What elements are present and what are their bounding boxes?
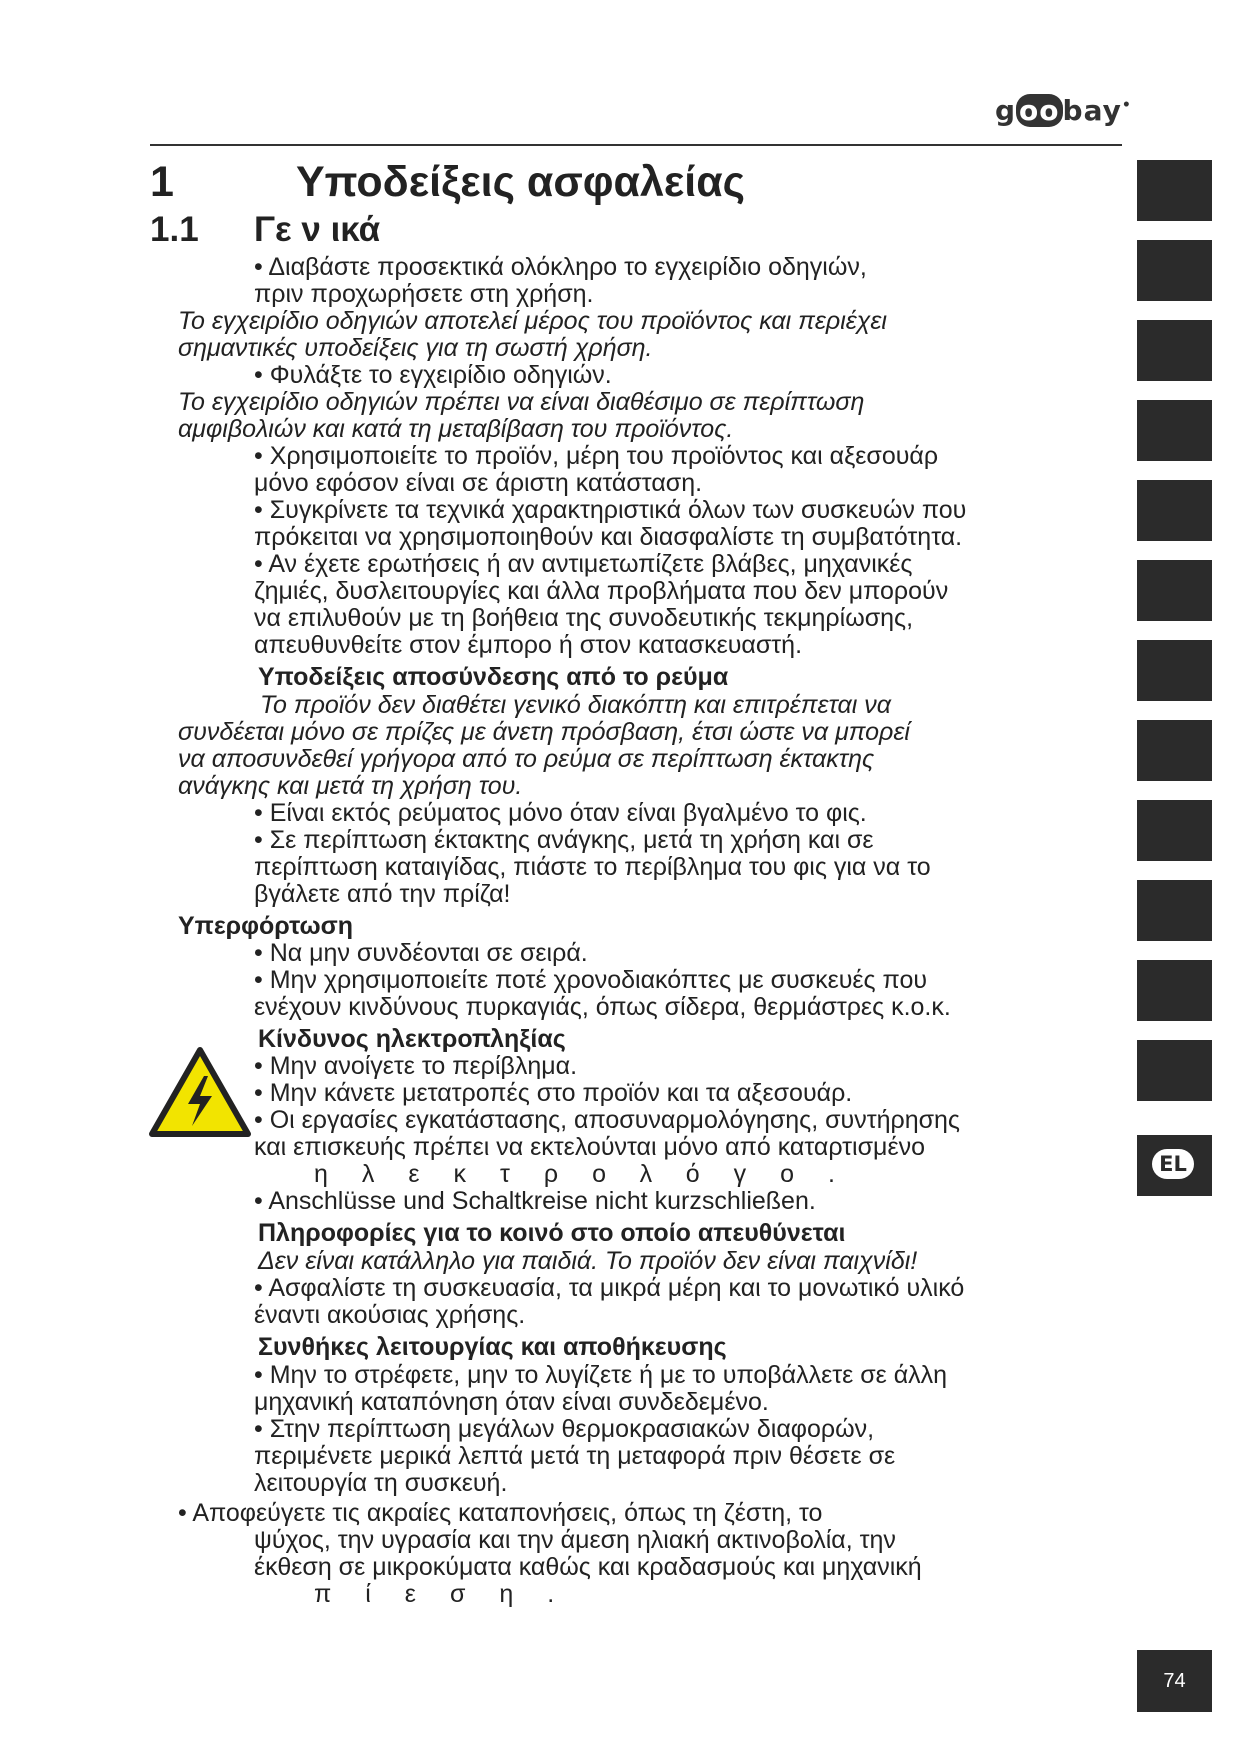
body-line: • Μην χρησιμοποιείτε ποτέ χρονοδιακόπτες με συσκευές που — [254, 966, 928, 994]
header-rule — [150, 144, 1122, 146]
body-line: ενέχουν κινδύνους πυρκαγιάς, όπως σίδερα, θερμάστρες κ.ο.κ. — [254, 993, 951, 1021]
electric-shock-warning-icon — [148, 1046, 252, 1138]
logo-post: bay — [1062, 94, 1122, 127]
body-line: μηχανική καταπόνηση όταν είναι συνδεδεμένο. — [254, 1388, 769, 1416]
language-tab[interactable] — [1137, 240, 1212, 301]
body-line: • Ασφαλίστε τη συσκευασία, τα μικρά μέρη και το μονωτικό υλικό — [254, 1274, 965, 1302]
body-line: • Σε περίπτωση έκτακτης ανάγκης, μετά τη χρήση και σε — [254, 826, 874, 854]
section-title: Υποδείξεις ασφαλείας — [296, 158, 746, 206]
body-line: • Χρησιμοποιείτε το προϊόν, μέρη του προϊόντος και αξεσουάρ — [254, 442, 939, 470]
body-line: ψύχος, την υγρασία και την άμεση ηλιακή ακτινοβολία, την — [254, 1526, 896, 1554]
body-line: ανάγκης και μετά τη χρήση του. — [178, 772, 523, 800]
body-line: Το εγχειρίδιο οδηγιών αποτελεί μέρος του προϊόντος και περιέχει — [178, 307, 887, 335]
body-line: σημαντικές υποδείξεις για τη σωστή χρήση. — [178, 334, 653, 362]
body-line: λειτουργία τη συσκευή. — [254, 1469, 508, 1497]
body-line: • Μην το στρέφετε, μην το λυγίζετε ή με το υποβάλλετε σε άλλη — [254, 1361, 948, 1389]
subheading-operating-conditions: Συνθήκες λειτουργίας και αποθήκευσης — [258, 1333, 727, 1361]
language-tab[interactable] — [1137, 160, 1212, 221]
body-line: να επιλυθούν με τη βοήθεια της συνοδευτικής τεκμηρίωσης, — [254, 604, 914, 632]
subsection-number: 1.1 — [150, 210, 199, 249]
body-line: πρόκειται να χρησιμοποιηθούν και διασφαλίστε τη συμβατότητα. — [254, 523, 963, 551]
body-line: • Μην ανοίγετε το περίβλημα. — [254, 1052, 578, 1080]
body-line: • Συγκρίνετε τα τεχνικά χαρακτηριστικά όλων των συσκευών που — [254, 496, 967, 524]
body-line: πίεση. — [314, 1580, 589, 1608]
body-line: συνδέεται μόνο σε πρίζες με άνετη πρόσβαση, έτσι ώστε να μπορεί — [178, 718, 910, 746]
body-line: πριν προχωρήσετε στη χρήση. — [254, 280, 594, 308]
logo-mark: • — [1121, 97, 1132, 114]
subheading-audience: Πληροφορίες για το κοινό στο οποίο απευθύνεται — [258, 1219, 846, 1247]
body-line: • Στην περίπτωση μεγάλων θερμοκρασιακών διαφορών, — [254, 1415, 875, 1443]
body-line: • Αποφεύγετε τις ακραίες καταπονήσεις, όπως τη ζέστη, το — [178, 1499, 823, 1527]
language-tab[interactable] — [1137, 560, 1212, 621]
language-tab-el[interactable] — [1137, 1135, 1212, 1196]
body-line: Το εγχειρίδιο οδηγιών πρέπει να είναι διαθέσιμο σε περίπτωση — [178, 388, 865, 416]
body-line: • Οι εργασίες εγκατάστασης, αποσυναρμολόγησης, συντήρησης — [254, 1106, 960, 1134]
logo-oo: oo — [1016, 94, 1062, 127]
body-line: ηλεκτρολόγο. — [314, 1160, 869, 1188]
body-line: • Μην κάνετε μετατροπές στο προϊόν και τα αξεσουάρ. — [254, 1079, 853, 1107]
logo-pre: g — [995, 94, 1017, 127]
body-line: έκθεση σε μικροκύματα καθώς και κραδασμούς και μηχανική — [254, 1553, 922, 1581]
body-line: μόνο εφόσον είναι σε άριστη κατάσταση. — [254, 469, 703, 497]
language-tab[interactable] — [1137, 480, 1212, 541]
section-heading-1-1 — [150, 210, 380, 250]
section-heading-1 — [150, 158, 745, 207]
goobay-logo — [995, 94, 1132, 127]
language-tab[interactable] — [1137, 880, 1212, 941]
language-tab[interactable] — [1137, 960, 1212, 1021]
language-tab[interactable] — [1137, 320, 1212, 381]
language-tab[interactable] — [1137, 720, 1212, 781]
body-line: • Είναι εκτός ρεύματος μόνο όταν είναι βγαλμένο το φις. — [254, 799, 867, 827]
body-line: • Φυλάξτε το εγχειρίδιο οδηγιών. — [254, 361, 612, 389]
body-line: έναντι ακούσιας χρήσης. — [254, 1301, 526, 1329]
body-line: • Anschlüsse und Schaltkreise nicht kurzschließen. — [254, 1187, 816, 1215]
body-line: βγάλετε από την πρίζα! — [254, 880, 511, 908]
body-line: απευθυνθείτε στον έμπορο ή στον κατασκευαστή. — [254, 631, 803, 659]
body-line: • Αν έχετε ερωτήσεις ή αν αντιμετωπίζετε βλάβες, μηχανικές — [254, 550, 913, 578]
language-tab[interactable] — [1137, 1040, 1212, 1101]
subsection-title: Γε ν ικά — [254, 210, 381, 249]
language-tab[interactable] — [1137, 400, 1212, 461]
page-number: 74 — [1137, 1650, 1212, 1712]
body-line: περίπτωση καταιγίδας, πιάστε το περίβλημα του φις για να το — [254, 853, 931, 881]
language-code-badge: EL — [1152, 1149, 1194, 1179]
section-number: 1 — [150, 158, 174, 206]
subheading-electric-shock: Κίνδυνος ηλεκτροπληξίας — [258, 1025, 566, 1053]
body-line: • Να μην συνδέονται σε σειρά. — [254, 939, 588, 967]
body-line: περιμένετε μερικά λεπτά μετά τη μεταφορά πριν θέσετε σε — [254, 1442, 896, 1470]
body-line: αμφιβολιών και κατά τη μεταβίβαση του προϊόντος. — [178, 415, 734, 443]
language-tab[interactable] — [1137, 800, 1212, 861]
body-line: Δεν είναι κατάλληλο για παιδιά. Το προϊόν δεν είναι παιχνίδι! — [258, 1247, 918, 1275]
body-line: και επισκευής πρέπει να εκτελούνται μόνο από καταρτισμένο — [254, 1133, 925, 1161]
body-line: Το προϊόν δεν διαθέτει γενικό διακόπτη και επιτρέπεται να — [260, 691, 892, 719]
subheading-overload: Υπερφόρτωση — [178, 912, 354, 940]
language-tab[interactable] — [1137, 640, 1212, 701]
body-line: • Διαβάστε προσεκτικά ολόκληρο το εγχειρίδιο οδηγιών, — [254, 253, 867, 281]
body-line: να αποσυνδεθεί γρήγορα από το ρεύμα σε περίπτωση έκτακτης — [178, 745, 875, 773]
body-line: ζημιές, δυσλειτουργίες και άλλα προβλήματα που δεν μπορούν — [254, 577, 949, 605]
subheading-disconnect: Υποδείξεις αποσύνδεσης από το ρεύμα — [258, 663, 729, 691]
